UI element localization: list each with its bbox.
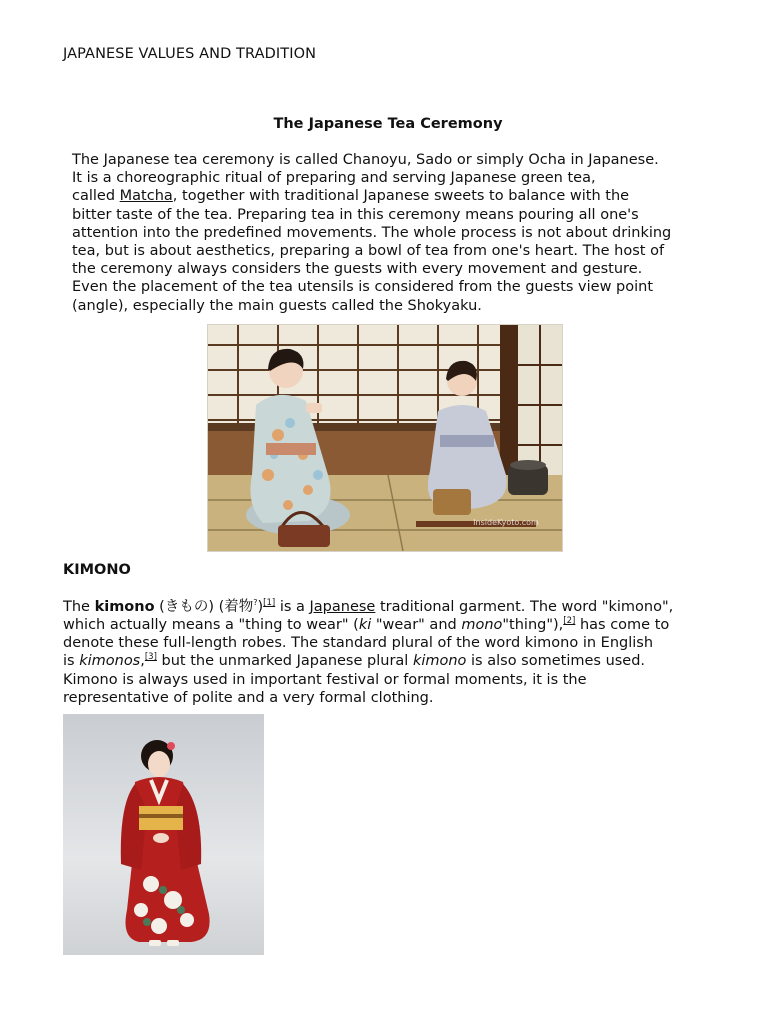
text-span: is also sometimes used. xyxy=(466,653,646,670)
text-line xyxy=(63,652,713,670)
text-span: traditional garment. The word "kimono", xyxy=(375,598,674,615)
kimono-heading: KIMONO xyxy=(63,562,131,578)
text-span: is a xyxy=(275,598,310,615)
italic-term: ki xyxy=(358,617,372,634)
italic-term: kimono xyxy=(412,653,467,670)
text-line xyxy=(72,187,712,205)
matcha-link[interactable]: Matcha xyxy=(119,188,173,205)
kimono-illustration xyxy=(63,714,264,955)
photo-watermark: InsideKyoto.com xyxy=(473,518,539,527)
text-span: but the unmarked Japanese plural xyxy=(156,653,413,670)
text-line: It is a choreographic ritual of preparing and serving Japanese green tea, xyxy=(72,170,596,187)
ruby-help-marker[interactable]: ? xyxy=(253,598,258,607)
tea-ceremony-photo xyxy=(207,324,563,552)
text-span: is xyxy=(63,653,80,670)
text-line: tea, but is about aesthetics, preparing a bowl of tea from one's heart. The host of xyxy=(72,243,665,260)
kimono-photo xyxy=(63,714,264,955)
text-line: The Japanese tea ceremony is called Chanoyu, Sado or simply Ocha in Japanese. xyxy=(72,152,659,168)
text-line: the ceremony always considers the guests with every movement and gesture. xyxy=(72,261,643,278)
text-span: The xyxy=(63,598,95,615)
text-span: has come to xyxy=(575,617,670,634)
document-title: JAPANESE VALUES AND TRADITION xyxy=(63,46,317,62)
text-line: (angle), especially the main guests called the Shokyaku. xyxy=(72,297,482,314)
citation-ref-1[interactable]: [1] xyxy=(263,597,276,608)
text-line: Even the placement of the tea utensils is considered from the guests view point xyxy=(72,279,654,296)
italic-term: kimonos xyxy=(79,653,141,670)
text-span: which actually means a "thing to wear" ( xyxy=(63,617,359,634)
text-line xyxy=(63,616,713,634)
japanese-link[interactable]: Japanese xyxy=(309,598,376,615)
citation-ref-3[interactable]: [3] xyxy=(144,652,157,663)
tea-ceremony-illustration xyxy=(208,325,562,551)
text-line: Kimono is always used in important festival or formal moments, it is the xyxy=(63,671,587,688)
text-line: denote these full-length robes. The standard plural of the word kimono in English xyxy=(63,635,654,652)
text-span: , together with traditional Japanese sweets to balance with the xyxy=(172,188,630,205)
text-line xyxy=(63,594,713,616)
text-line: attention into the predefined movements. The whole process is not about drinking xyxy=(72,224,672,241)
italic-term: mono xyxy=(461,617,503,634)
kimono-bold-term: kimono xyxy=(94,598,155,615)
text-line: bitter taste of the tea. Preparing tea in this ceremony means pouring all one's xyxy=(72,206,639,223)
text-span: "thing"), xyxy=(502,617,564,634)
text-span: "wear" and xyxy=(371,617,462,634)
tea-ceremony-paragraph xyxy=(72,151,712,315)
text-span: ) xyxy=(257,598,264,615)
citation-ref-2[interactable]: [2] xyxy=(563,616,576,627)
text-line: representative of polite and a very formal clothing. xyxy=(63,689,434,706)
text-span: called xyxy=(72,188,120,205)
kimono-paragraph xyxy=(63,594,713,707)
tea-ceremony-heading: The Japanese Tea Ceremony xyxy=(273,116,503,132)
text-span: , xyxy=(140,653,145,670)
text-span: (きもの) (着物 xyxy=(154,598,254,615)
